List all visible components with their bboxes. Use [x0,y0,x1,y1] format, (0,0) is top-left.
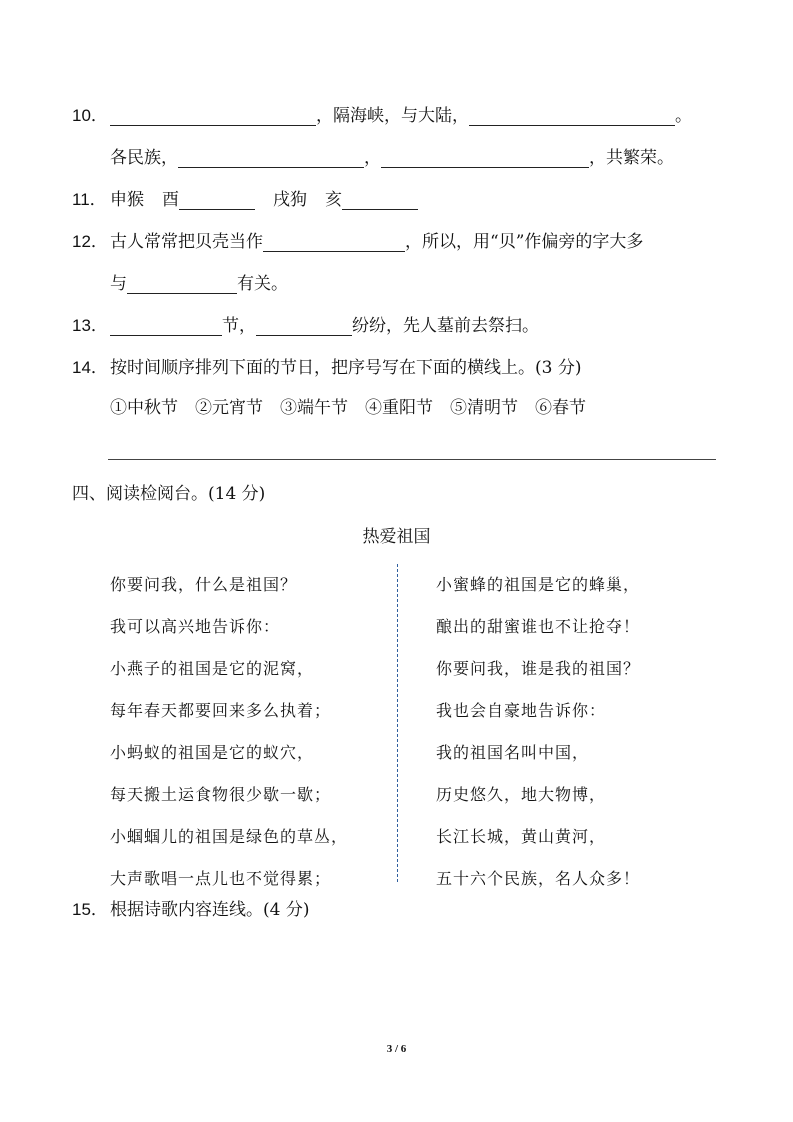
q13-blank-2[interactable] [256,317,352,336]
q11-line [110,190,418,210]
poem-line: 小蜜蜂的祖国是它的蜂巢， [436,575,641,594]
q10-blank-4[interactable] [381,149,589,168]
q12-text-2: ，所以，用“贝”作偏旁的字大多 [405,232,644,252]
q11-blank-2[interactable] [342,191,418,210]
poem-line: 我的祖国名叫中国， [436,743,590,762]
q15-number: 15． [72,900,108,919]
poem-line: 你要问我，谁是我的祖国？ [436,659,641,678]
q10-text-1: ，隔海峡，与大陆， [316,106,469,126]
q11-text-1: 申猴 [110,190,144,210]
poem-line: 我可以高兴地告诉你： [110,617,281,636]
q10-blank-2[interactable] [469,107,675,126]
q13-line [110,316,539,336]
q10-line2 [110,148,674,168]
poem-line: 酿出的甜蜜谁也不让抢夺！ [436,617,641,636]
q13-number: 13． [72,316,108,335]
poem-right-column [436,564,640,900]
q14-number: 14． [72,358,108,377]
poem-line: 小燕子的祖国是它的泥窝， [110,659,315,678]
q14-option-1: ①中秋节 [110,398,178,418]
q11-number: 11． [72,190,107,209]
q14-options [110,398,586,418]
q14-instruction: 按时间顺序排列下面的节日，把序号写在下面的横线上。(3 分) [110,358,582,378]
q15-instruction: 根据诗歌内容连线。(4 分) [110,900,310,920]
section4-heading: 四、阅读检阅台。(14 分) [72,484,266,504]
q14-option-2: ②元宵节 [195,398,263,418]
poem-line: 你要问我，什么是祖国？ [110,575,298,594]
q10-blank-3[interactable] [178,149,364,168]
q10-line2-end: ，共繁荣。 [589,148,674,168]
q13-blank-1[interactable] [110,317,222,336]
q11-text-4: 亥 [325,190,342,210]
q10-number: 10． [72,106,108,125]
poem-line: 小蝈蝈儿的祖国是绿色的草丛， [110,827,349,846]
poem-line: 大声歌唱一点儿也不觉得累； [110,869,332,888]
poem-line: 每年春天都要回来多么执着； [110,701,332,720]
q10-line1 [110,106,692,126]
q10-blank-1[interactable] [110,107,316,126]
column-divider [397,564,398,882]
q10-line2-prefix: 各民族， [110,148,178,168]
q12-text-4: 有关。 [237,274,288,294]
poem-line: 小蚂蚁的祖国是它的蚁穴， [110,743,315,762]
poem-line: 每天搬土运食物很少歇一歇； [110,785,332,804]
q13-text-1: 节， [222,316,256,336]
q12-line1 [110,232,643,252]
q14-option-4: ④重阳节 [365,398,433,418]
q10-text-2: 。 [675,106,692,126]
q13-text-2: 纷纷，先人墓前去祭扫。 [352,316,539,336]
q14-option-5: ⑤清明节 [450,398,518,418]
q12-text-3: 与 [110,274,127,294]
poem-line: 五十六个民族，名人众多！ [436,869,641,888]
q14-answer-line[interactable] [108,459,716,460]
q11-text-2: 酉 [162,190,179,210]
q10-line2-mid: ， [364,148,381,168]
q14-option-3: ③端午节 [280,398,348,418]
page-number: 3 / 6 [386,1043,407,1055]
q11-blank-1[interactable] [179,191,255,210]
poem-line: 历史悠久，地大物博， [436,785,607,804]
q12-text-1: 古人常常把贝壳当作 [110,232,263,252]
q14-option-6: ⑥春节 [535,398,586,418]
q12-number: 12． [72,232,108,251]
poem-title: 热爱祖国 [362,527,431,547]
poem-line: 我也会自豪地告诉你： [436,701,607,720]
q11-text-3: 戌狗 [273,190,307,210]
q12-blank-1[interactable] [263,233,405,252]
q12-line2 [110,274,288,294]
poem-left-column [110,564,348,900]
q12-blank-2[interactable] [127,275,237,294]
poem-line: 长江长城，黄山黄河， [436,827,607,846]
